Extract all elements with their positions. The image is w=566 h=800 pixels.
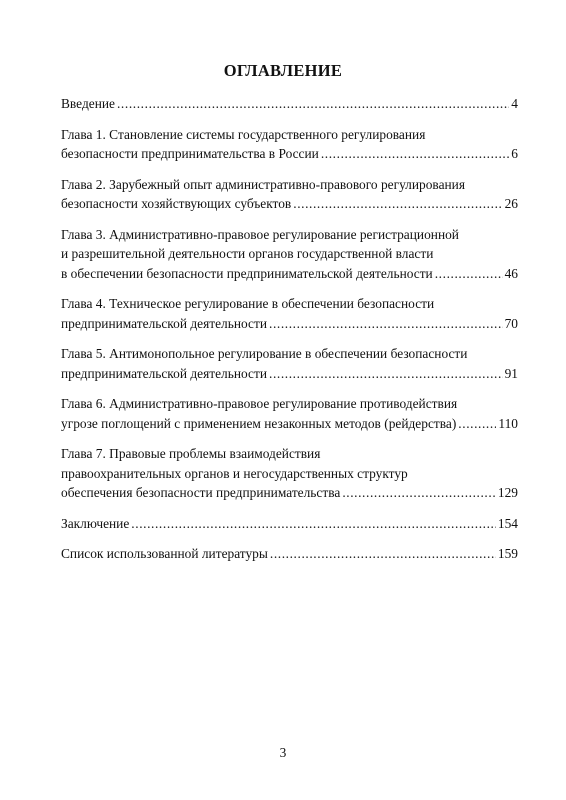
toc-entry-last-line [61, 544, 518, 564]
toc-entry-page: 4 [511, 96, 518, 111]
toc-entry [61, 225, 518, 284]
toc-entry-line: и разрешительной деятельности органов государственной власти [61, 246, 434, 261]
toc-entry-page: 159 [497, 546, 518, 561]
toc-entry-page: 91 [504, 365, 518, 381]
toc-entry [61, 294, 518, 333]
toc-entry-last-line [61, 144, 518, 164]
toc-entry-line: Глава 2. Зарубежный опыт административно-правового регулирования [61, 176, 465, 192]
toc-heading: ОГЛАВЛЕНИЕ [223, 61, 343, 80]
toc-entry-last-line [61, 483, 518, 503]
toc-entry-line: Глава 5. Антимонопольное регулирование в обеспечении безопасности [61, 346, 468, 361]
toc-entry-last-line [61, 94, 518, 114]
toc-entry-title: предпринимательской деятельности [61, 315, 267, 331]
toc-entry-page: 46 [504, 265, 518, 281]
dot-leader [131, 514, 496, 534]
toc-entry-title: безопасности хозяйствующих субъектов [61, 196, 292, 211]
toc-entry-line: Глава 7. Правовые проблемы взаимодействия [61, 446, 321, 461]
toc-entry [61, 344, 518, 383]
dot-leader [321, 144, 509, 164]
toc-entry-line: Глава 6. Административно-правовое регулирование противодействия [61, 396, 458, 411]
dot-leader [293, 194, 502, 214]
toc-entry-title: Заключение [61, 515, 130, 531]
toc-entry [61, 544, 518, 564]
toc-entry-page: 26 [504, 196, 518, 211]
toc-entry-page: 129 [497, 485, 518, 500]
toc-entry-last-line [61, 364, 518, 384]
toc-entry-title: Введение [61, 96, 115, 111]
toc-entry-page: 110 [498, 415, 518, 431]
toc-entry-title: предпринимательской деятельности [61, 365, 267, 381]
dot-leader [269, 314, 503, 334]
toc-entry [61, 125, 518, 164]
toc-entry-last-line [61, 514, 518, 534]
toc-entry-title: безопасности предпринимательства в России [61, 146, 319, 161]
toc-entry [61, 444, 518, 503]
toc-entry [61, 394, 518, 433]
toc-entry-last-line [61, 314, 518, 334]
toc-entry-line: Глава 4. Техническое регулирование в обеспечении безопасности [61, 296, 435, 311]
toc-entry-page: 6 [511, 146, 518, 161]
toc-entry-title: в обеспечении безопасности предпринимательской деятельности [61, 265, 433, 281]
toc-entry-title: обеспечения безопасности предпринимательства [61, 485, 341, 500]
toc-entry-title: угрозе поглощений с применением незаконных методов (рейдерства) [61, 415, 457, 431]
dot-leader [117, 94, 509, 114]
toc-entry-last-line [61, 414, 518, 434]
toc-entry-last-line [61, 194, 518, 214]
dot-leader [270, 544, 496, 564]
toc-entry-line: Глава 3. Административно-правовое регулирование регистрационной [61, 226, 459, 242]
dot-leader [435, 264, 503, 284]
toc-entry-page: 154 [497, 515, 518, 531]
toc-entry [61, 514, 518, 534]
toc-entry [61, 94, 518, 114]
dot-leader [458, 414, 496, 434]
toc-entry-line: правоохранительных органов и негосударственных структур [61, 465, 408, 481]
dot-leader [269, 364, 503, 384]
table-of-contents [61, 94, 518, 564]
page-number: 3 [279, 745, 287, 760]
toc-entry-title: Список использованной литературы [61, 546, 268, 561]
toc-entry-last-line [61, 264, 518, 284]
toc-entry [61, 175, 518, 214]
toc-entry-line: Глава 1. Становление системы государственного регулирования [61, 126, 426, 142]
toc-entry-page: 70 [504, 315, 518, 331]
dot-leader [342, 483, 496, 503]
